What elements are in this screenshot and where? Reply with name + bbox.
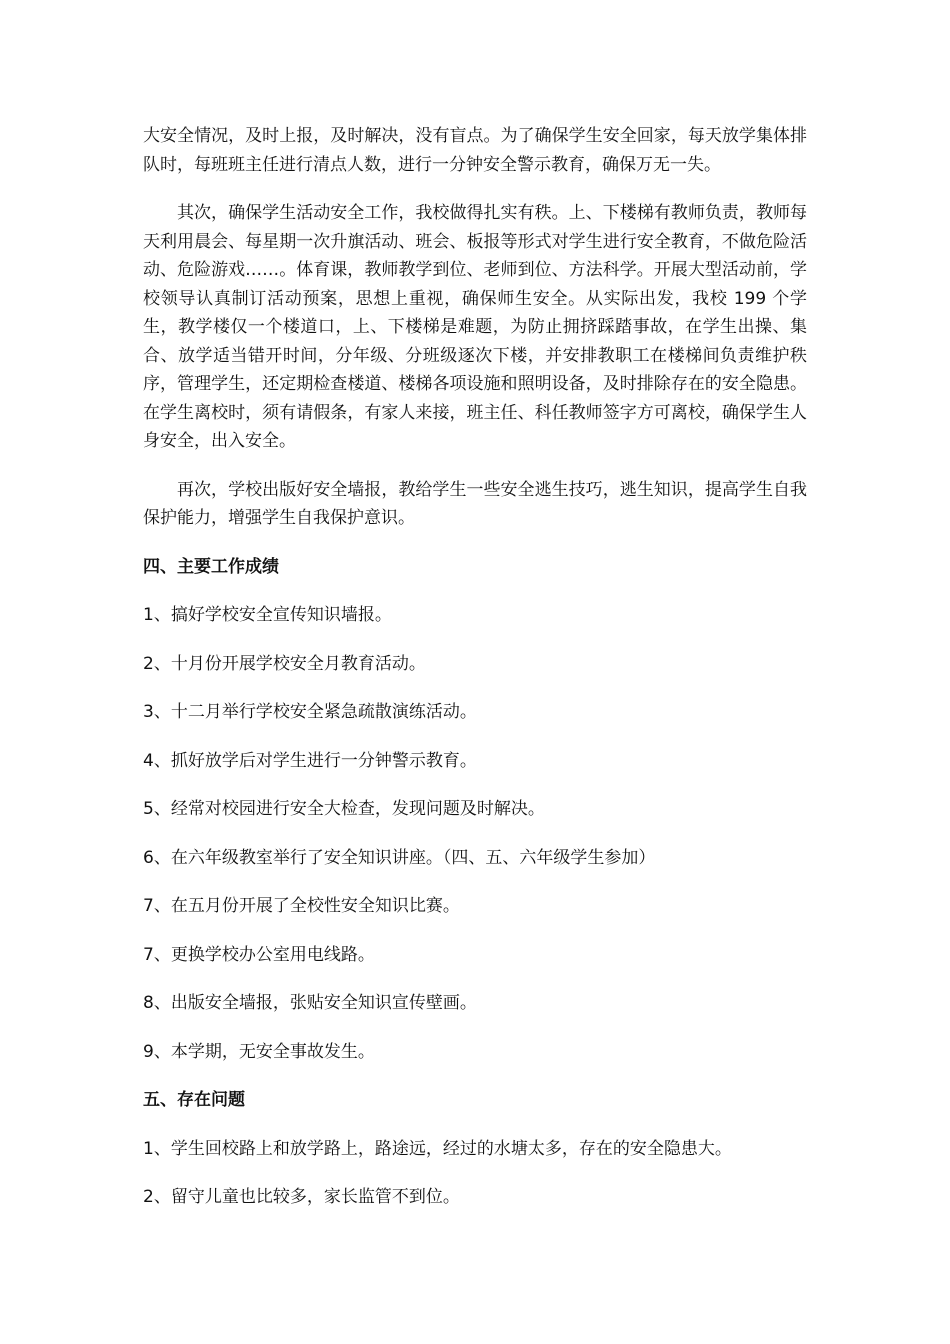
- section-heading-problems: 五、存在问题: [143, 1090, 245, 1110]
- list-item: 1、搞好学校安全宣传知识墙报。: [143, 605, 392, 625]
- paragraph-wall-newspaper: 再次，学校出版好安全墙报，教给学生一些安全逃生技巧，逃生知识，提高学生自我保护能力，增强学生自我保护意识。: [143, 479, 807, 528]
- list-item: 7、更换学校办公室用电线路。: [143, 944, 375, 965]
- paragraph-safety-return: 大安全情况，及时上报，及时解决，没有盲点。为了确保学生安全回家，每天放学集体排队时，每班班主任进行清点人数，进行一分钟安全警示教育，确保万无一失。: [143, 126, 807, 175]
- list-item: 8、出版安全墙报，张贴安全知识宣传壁画。: [143, 993, 477, 1013]
- list-item: 1、学生回校路上和放学路上，路途远，经过的水塘太多，存在的安全隐患大。: [143, 1138, 732, 1159]
- list-item: 5、经常对校园进行安全大检查，发现问题及时解决。: [143, 799, 545, 819]
- list-item: 3、十二月举行学校安全紧急疏散演练活动。: [143, 702, 477, 722]
- section-heading-achievements: 四、主要工作成绩: [143, 556, 279, 577]
- document-page: [143, 122, 807, 1212]
- list-item: 4、抓好放学后对学生进行一分钟警示教育。: [143, 750, 477, 771]
- list-item: 2、留守儿童也比较多，家长监管不到位。: [143, 1187, 460, 1207]
- list-item: 6、在六年级教室举行了安全知识讲座。（四、五、六年级学生参加）: [143, 847, 656, 868]
- paragraph-activity-safety: 其次，确保学生活动安全工作，我校做得扎实有秩。上、下楼梯有教师负责，教师每天利用晨会、每星期一次升旗活动、班会、板报等形式对学生进行安全教育，不做危险活动、危险游戏……。体育课，教师教学到位、老师到位、方法科学。开展大型活动前，学校领导认真制订活动预案，思想上重视，确保师生安全。从实际出发，我校 199 个学生，教学楼仅一个楼道口，上、下楼梯是难题，为防止拥挤踩踏事故，在学生出操、集合、放学适当错开时间，分年级、分班级逐次下楼，并安排教职工在楼梯间负责维护秩序，管理学生，还定期检查楼道、楼梯各项设施和照明设备，及时排除存在的安全隐患。在学生离校时，须有请假条，有家人来接，班主任、科任教师签字方可离校，确保学生人身安全，出入安全。: [143, 203, 807, 451]
- list-item: 2、十月份开展学校安全月教育活动。: [143, 653, 426, 674]
- list-item: 9、本学期，无安全事故发生。: [143, 1041, 375, 1062]
- list-item: 7、在五月份开展了全校性安全知识比赛。: [143, 896, 460, 916]
